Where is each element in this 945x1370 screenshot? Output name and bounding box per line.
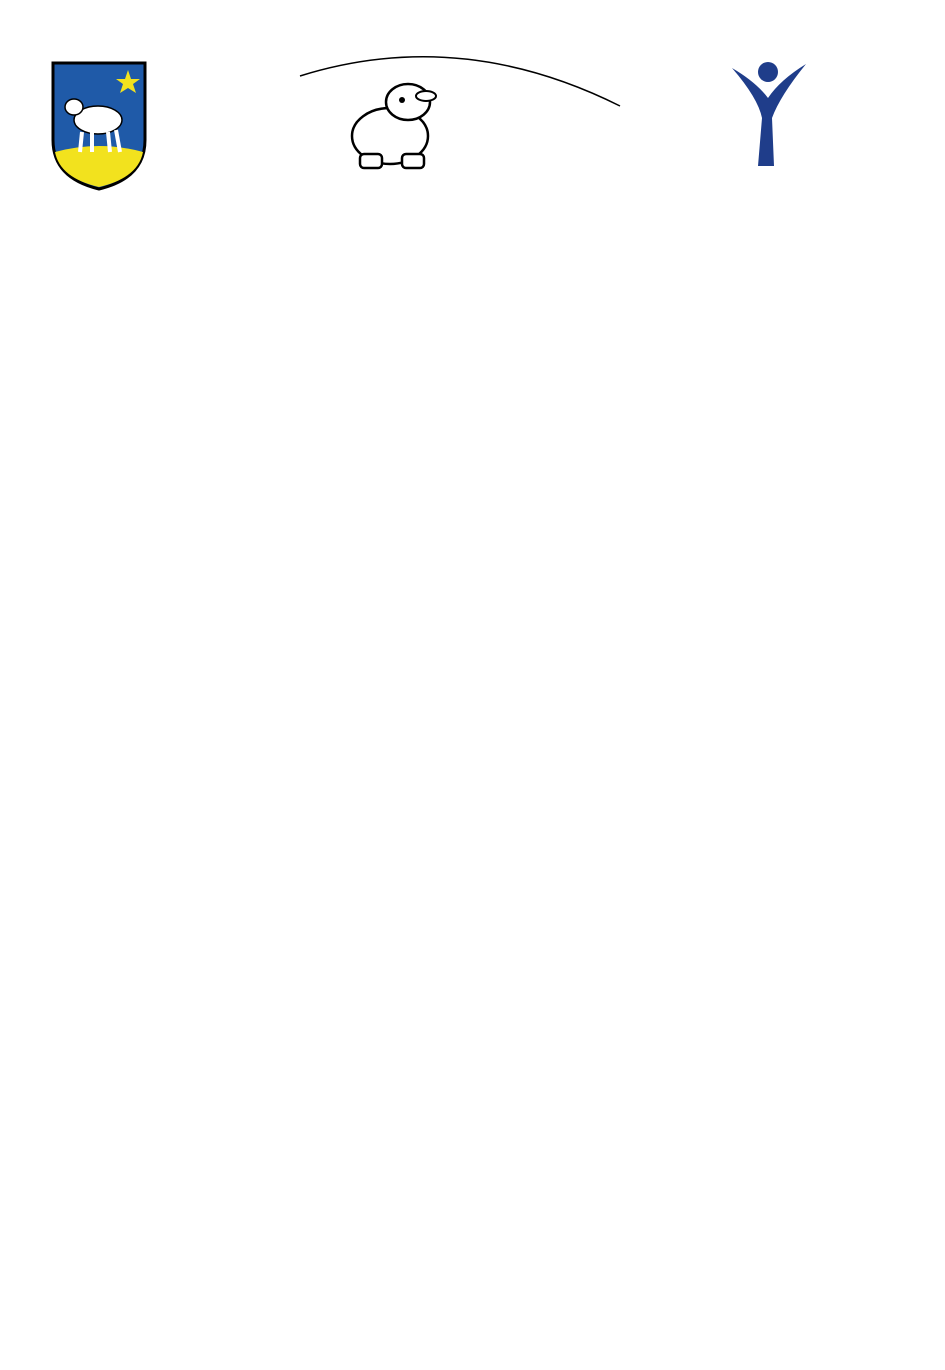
sheep-border-right <box>900 338 936 1250</box>
sheep-border-bottom <box>6 1248 936 1288</box>
lamb-logo-icon <box>290 36 630 186</box>
kupele-figure-icon <box>728 58 888 173</box>
sheep-border-top <box>6 295 936 335</box>
sheep-crest-icon <box>50 60 148 192</box>
sheep-border-left <box>4 338 40 1250</box>
